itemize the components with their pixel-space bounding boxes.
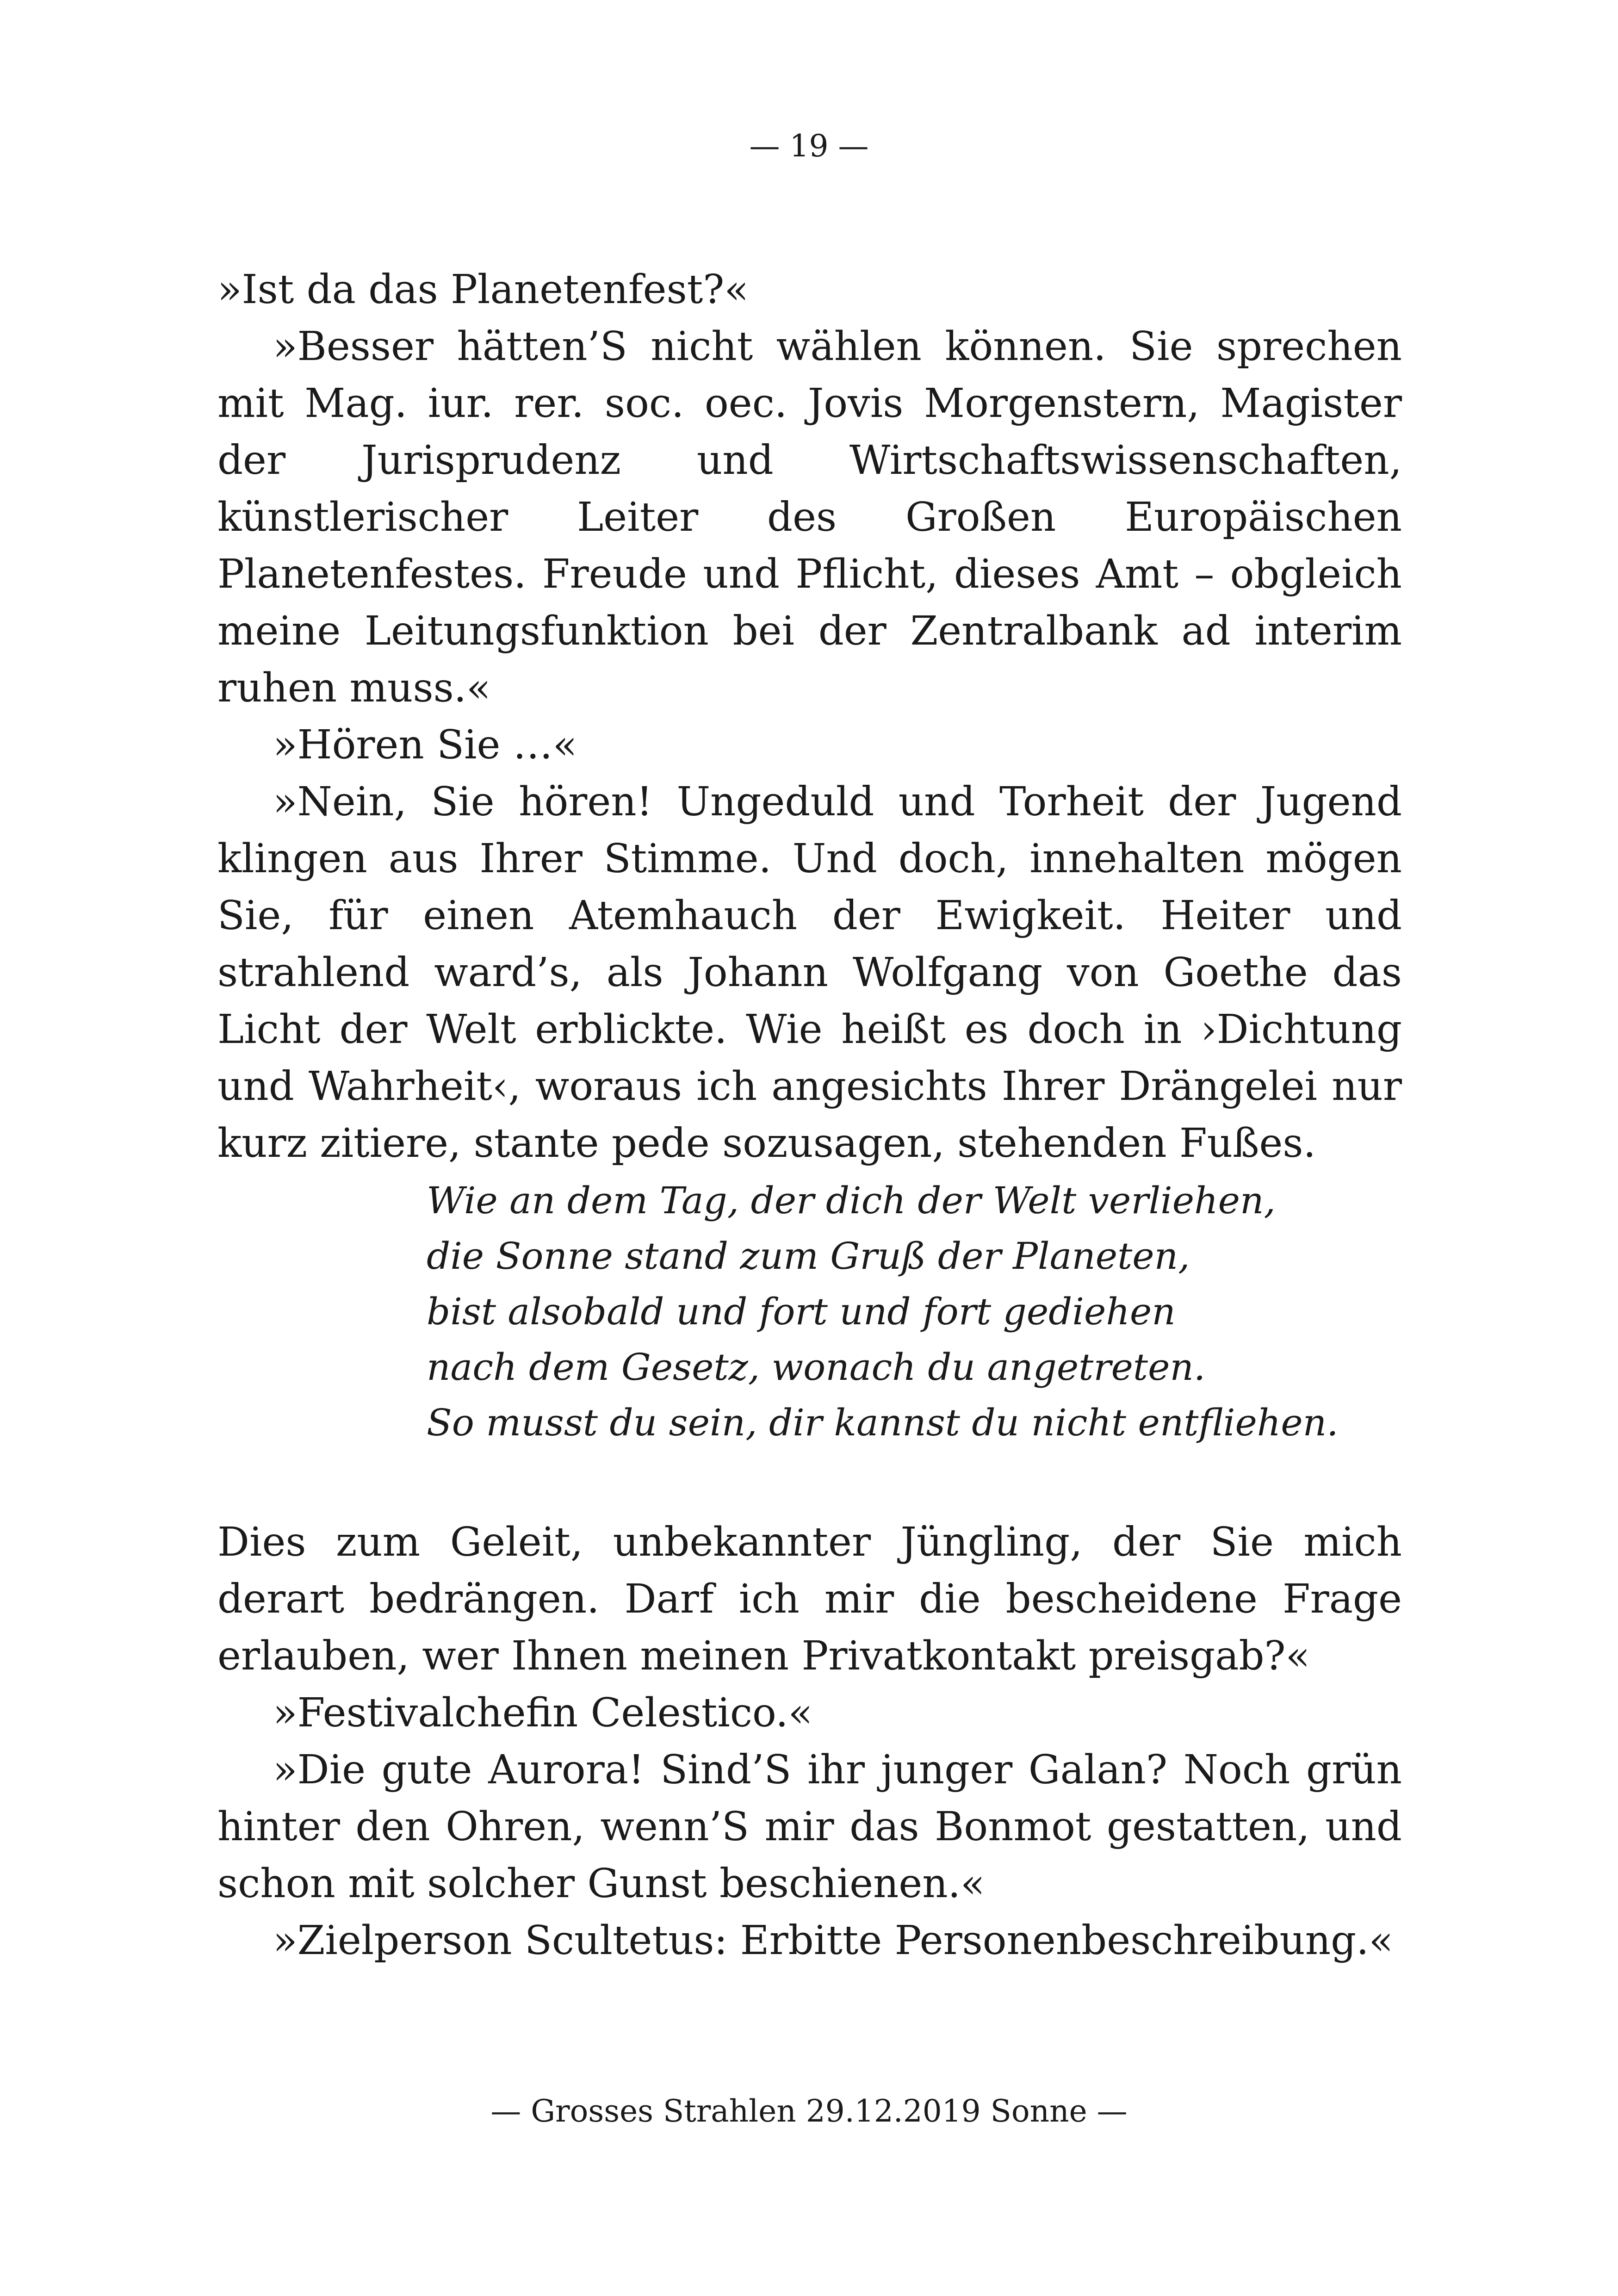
poem-line: So musst du sein, dir kannst du nicht entfliehen. — [427, 1401, 1339, 1444]
paragraph: »Besser hätten’S nicht wählen können. Sie sprechen mit Mag. iur. rer. soc. oec. Jovis Morgenstern, Magister der Jurisprudenz und Wirtschaftswissenschaften, künstlerischer Leiter des Großen Europäischen Planetenfestes. Freude und Pflicht, dieses Amt – obgleich meine Leitungsfunktion bei der Zentralbank ad interim ruhen muss.« — [217, 323, 1402, 711]
poem-line: die Sonne stand zum Gruß der Planeten, — [427, 1235, 1190, 1278]
paragraph: »Ist da das Planetenfest?« — [217, 267, 749, 313]
running-footer: — Grosses Strahlen 29.12.2019 Sonne — — [490, 2093, 1128, 2129]
paragraph: »Die gute Aurora! Sind’S ihr junger Galan? Noch grün hinter den Ohren, wenn’S mir das Bonmot gestatten, und schon mit solcher Gunst beschienen.« — [217, 1747, 1402, 1907]
paragraph: »Hören Sie …« — [273, 722, 577, 768]
poem-line: nach dem Gesetz, wonach du angetreten. — [427, 1346, 1206, 1389]
paragraph: Dies zum Geleit, unbekannter Jüngling, der Sie mich derart bedrängen. Darf ich mir die bescheidene Frage erlauben, wer Ihnen meinen Privatkontakt preisgab?« — [217, 1519, 1402, 1679]
poem-quote — [427, 1173, 1352, 1451]
text-block-bottom — [217, 1514, 1402, 1969]
paragraph: »Festivalchefin Celestico.« — [273, 1690, 813, 1736]
poem-line: bist alsobald und fort und fort gediehen — [427, 1290, 1176, 1333]
poem-line: Wie an dem Tag, der dich der Welt verliehen, — [427, 1179, 1276, 1222]
page-number: — 19 — — [749, 128, 869, 164]
paragraph: »Zielperson Scultetus: Erbitte Personenbeschreibung.« — [273, 1917, 1394, 1964]
text-block-top — [217, 261, 1402, 1172]
paragraph: »Nein, Sie hören! Ungeduld und Torheit der Jugend klingen aus Ihrer Stimme. Und doch, innehalten mögen Sie, für einen Atemhauch der Ewigkeit. Heiter und strahlend ward’s, als Johann Wolfgang von Goethe das Licht der Welt erblickte. Wie heißt es doch in ›Dichtung und Wahrheit‹, woraus ich angesichts Ihrer Drängelei nur kurz zitiere, stante pede sozusagen, stehenden Fußes. — [217, 779, 1402, 1167]
